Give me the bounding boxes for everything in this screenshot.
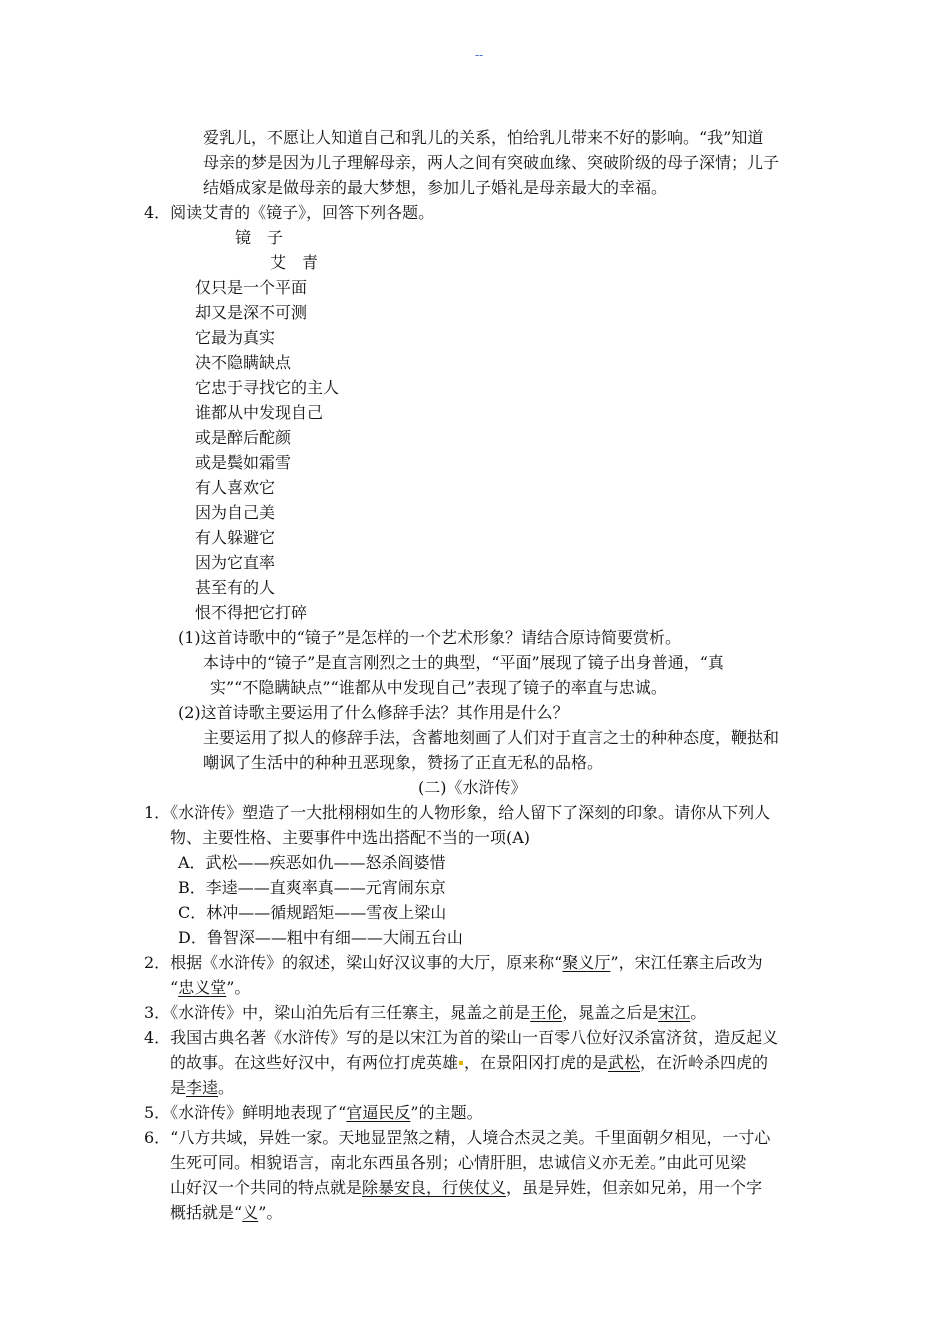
sub-answer-2-line: 主要运用了拟人的修辞手法，含蓄地刻画了人们对于直言之士的种种态度，鞭挞和	[203, 728, 780, 747]
sub-answer-2-line: 嘲讽了生活中的种种丑恶现象，赞扬了正直无私的品格。	[203, 753, 604, 772]
question-text: 3．《水浒传》中，梁山泊先后有三任寨主，晁盖之前是	[144, 1003, 531, 1022]
question-text: ”，宋江任寨主后改为	[610, 953, 763, 972]
question-2-line	[170, 975, 250, 1000]
answer-underlined: 宋江	[658, 1003, 691, 1022]
poem-line: 因为自己美	[195, 503, 276, 522]
poem-line: 谁都从中发现自己	[195, 403, 324, 422]
question-text: ，虽是异姓，但亲如兄弟，用一个字	[506, 1178, 763, 1197]
option-a: A．武松——疾恶如仇——怒杀阎婆惜	[178, 853, 446, 872]
question-4-line: 4．我国古典名著《水浒传》写的是以宋江为首的梁山一百零八位好汉杀富济贫，造反起义	[144, 1028, 779, 1047]
question-6-line: 生死可同。相貌语言，南北东西虽各别；心情肝胆，忠诚信义亦无差。”由此可见梁	[170, 1153, 747, 1172]
question-text: ”。	[258, 1203, 283, 1222]
question-text: 。	[690, 1003, 707, 1022]
question-text: 的故事。在这些好汉中，有两位打虎英雄	[170, 1053, 459, 1072]
poem-line: 仅只是一个平面	[195, 278, 308, 297]
poem-line: 它最为真实	[195, 328, 276, 347]
page-header-mark: --	[475, 48, 484, 62]
option-c: C．林冲——循规蹈矩——雪夜上梁山	[178, 903, 447, 922]
question-5-line	[144, 1100, 483, 1125]
answer-underlined: 忠义堂	[178, 978, 227, 997]
sub-answer-1-line: 本诗中的“镜子”是直言刚烈之士的典型，“平面”展现了镜子出身普通，“真	[203, 653, 724, 672]
question-2-line	[144, 950, 763, 975]
question-1-line: 物、主要性格、主要事件中选出搭配不当的一项(A)	[170, 828, 531, 847]
option-b: B．李逵——直爽率真——元宵闹东京	[178, 878, 446, 897]
question-text: “	[170, 978, 179, 997]
answer-underlined: 义	[242, 1203, 259, 1222]
poem-line: 甚至有的人	[195, 578, 276, 597]
question-text: ”。	[226, 978, 251, 997]
poem-line: 决不隐瞒缺点	[195, 353, 292, 372]
answer-line: 爱乳儿，不愿让人知道自己和乳儿的关系，怕给乳儿带来不好的影响。“我”知道	[203, 128, 764, 147]
question-text: ，晁盖之后是	[562, 1003, 659, 1022]
question-text: ，在沂岭杀四虎的	[640, 1053, 769, 1072]
poem-line: 或是鬓如霜雪	[195, 453, 292, 472]
question-6-line	[170, 1175, 762, 1200]
answer-underlined: 聚义厅	[562, 953, 611, 972]
question-4-line	[170, 1050, 768, 1075]
answer-line: 母亲的梦是因为儿子理解母亲，两人之间有突破血缘、突破阶级的母子深情；儿子	[203, 153, 780, 172]
question-4-line	[170, 1075, 234, 1100]
question-3-line	[144, 1000, 706, 1025]
answer-underlined: 武松	[608, 1053, 641, 1072]
answer-underlined: 除暴安良，行侠仗义	[362, 1178, 507, 1197]
question-stem: 4．阅读艾青的《镜子》，回答下列各题。	[144, 203, 435, 222]
poem-line: 或是醉后酡颜	[195, 428, 292, 447]
poem-line: 恨不得把它打碎	[195, 603, 308, 622]
answer-underlined: 王伦	[530, 1003, 563, 1022]
poem-title: 镜 子	[235, 228, 284, 247]
question-text: 概括就是“	[170, 1203, 243, 1222]
poem-line: 有人喜欢它	[195, 478, 276, 497]
question-text: 山好汉一个共同的特点就是	[170, 1178, 363, 1197]
highlight-mark	[459, 1061, 463, 1065]
poem-author: 艾 青	[270, 253, 319, 272]
answer-underlined: 官逼民反	[346, 1103, 411, 1122]
question-6-line: 6．“八方共域，异姓一家。天地显罡煞之精，人境合杰灵之美。千里面朝夕相见，一寸心	[144, 1128, 771, 1147]
sub-answer-1-line: 实”“不隐瞒缺点”“谁都从中发现自己”表现了镜子的率直与忠诚。	[210, 678, 667, 697]
poem-line: 它忠于寻找它的主人	[195, 378, 340, 397]
question-text: 5．《水浒传》鲜明地表现了“	[144, 1103, 347, 1122]
section-title: (二)《水浒传》	[418, 778, 527, 797]
question-text: 是	[170, 1078, 187, 1097]
poem-line: 因为它直率	[195, 553, 276, 572]
sub-question-2: (2)这首诗歌主要运用了什么修辞手法？其作用是什么？	[178, 703, 569, 722]
question-text: 。	[218, 1078, 235, 1097]
option-d: D．鲁智深——粗中有细——大闹五台山	[178, 928, 463, 947]
question-1-line: 1．《水浒传》塑造了一大批栩栩如生的人物形象，给人留下了深刻的印象。请你从下列人	[144, 803, 771, 822]
question-text: ”的主题。	[410, 1103, 483, 1122]
question-6-line	[170, 1200, 282, 1225]
sub-question-1: (1)这首诗歌中的“镜子”是怎样的一个艺术形象？请结合原诗简要赏析。	[178, 628, 682, 647]
answer-line: 结婚成家是做母亲的最大梦想，参加儿子婚礼是母亲最大的幸福。	[203, 178, 668, 197]
question-text: ，在景阳冈打虎的是	[464, 1053, 609, 1072]
poem-line: 却又是深不可测	[195, 303, 308, 322]
answer-underlined: 李逵	[186, 1078, 219, 1097]
poem-line: 有人躲避它	[195, 528, 276, 547]
question-text: 2．根据《水浒传》的叙述，梁山好汉议事的大厅，原来称“	[144, 953, 563, 972]
